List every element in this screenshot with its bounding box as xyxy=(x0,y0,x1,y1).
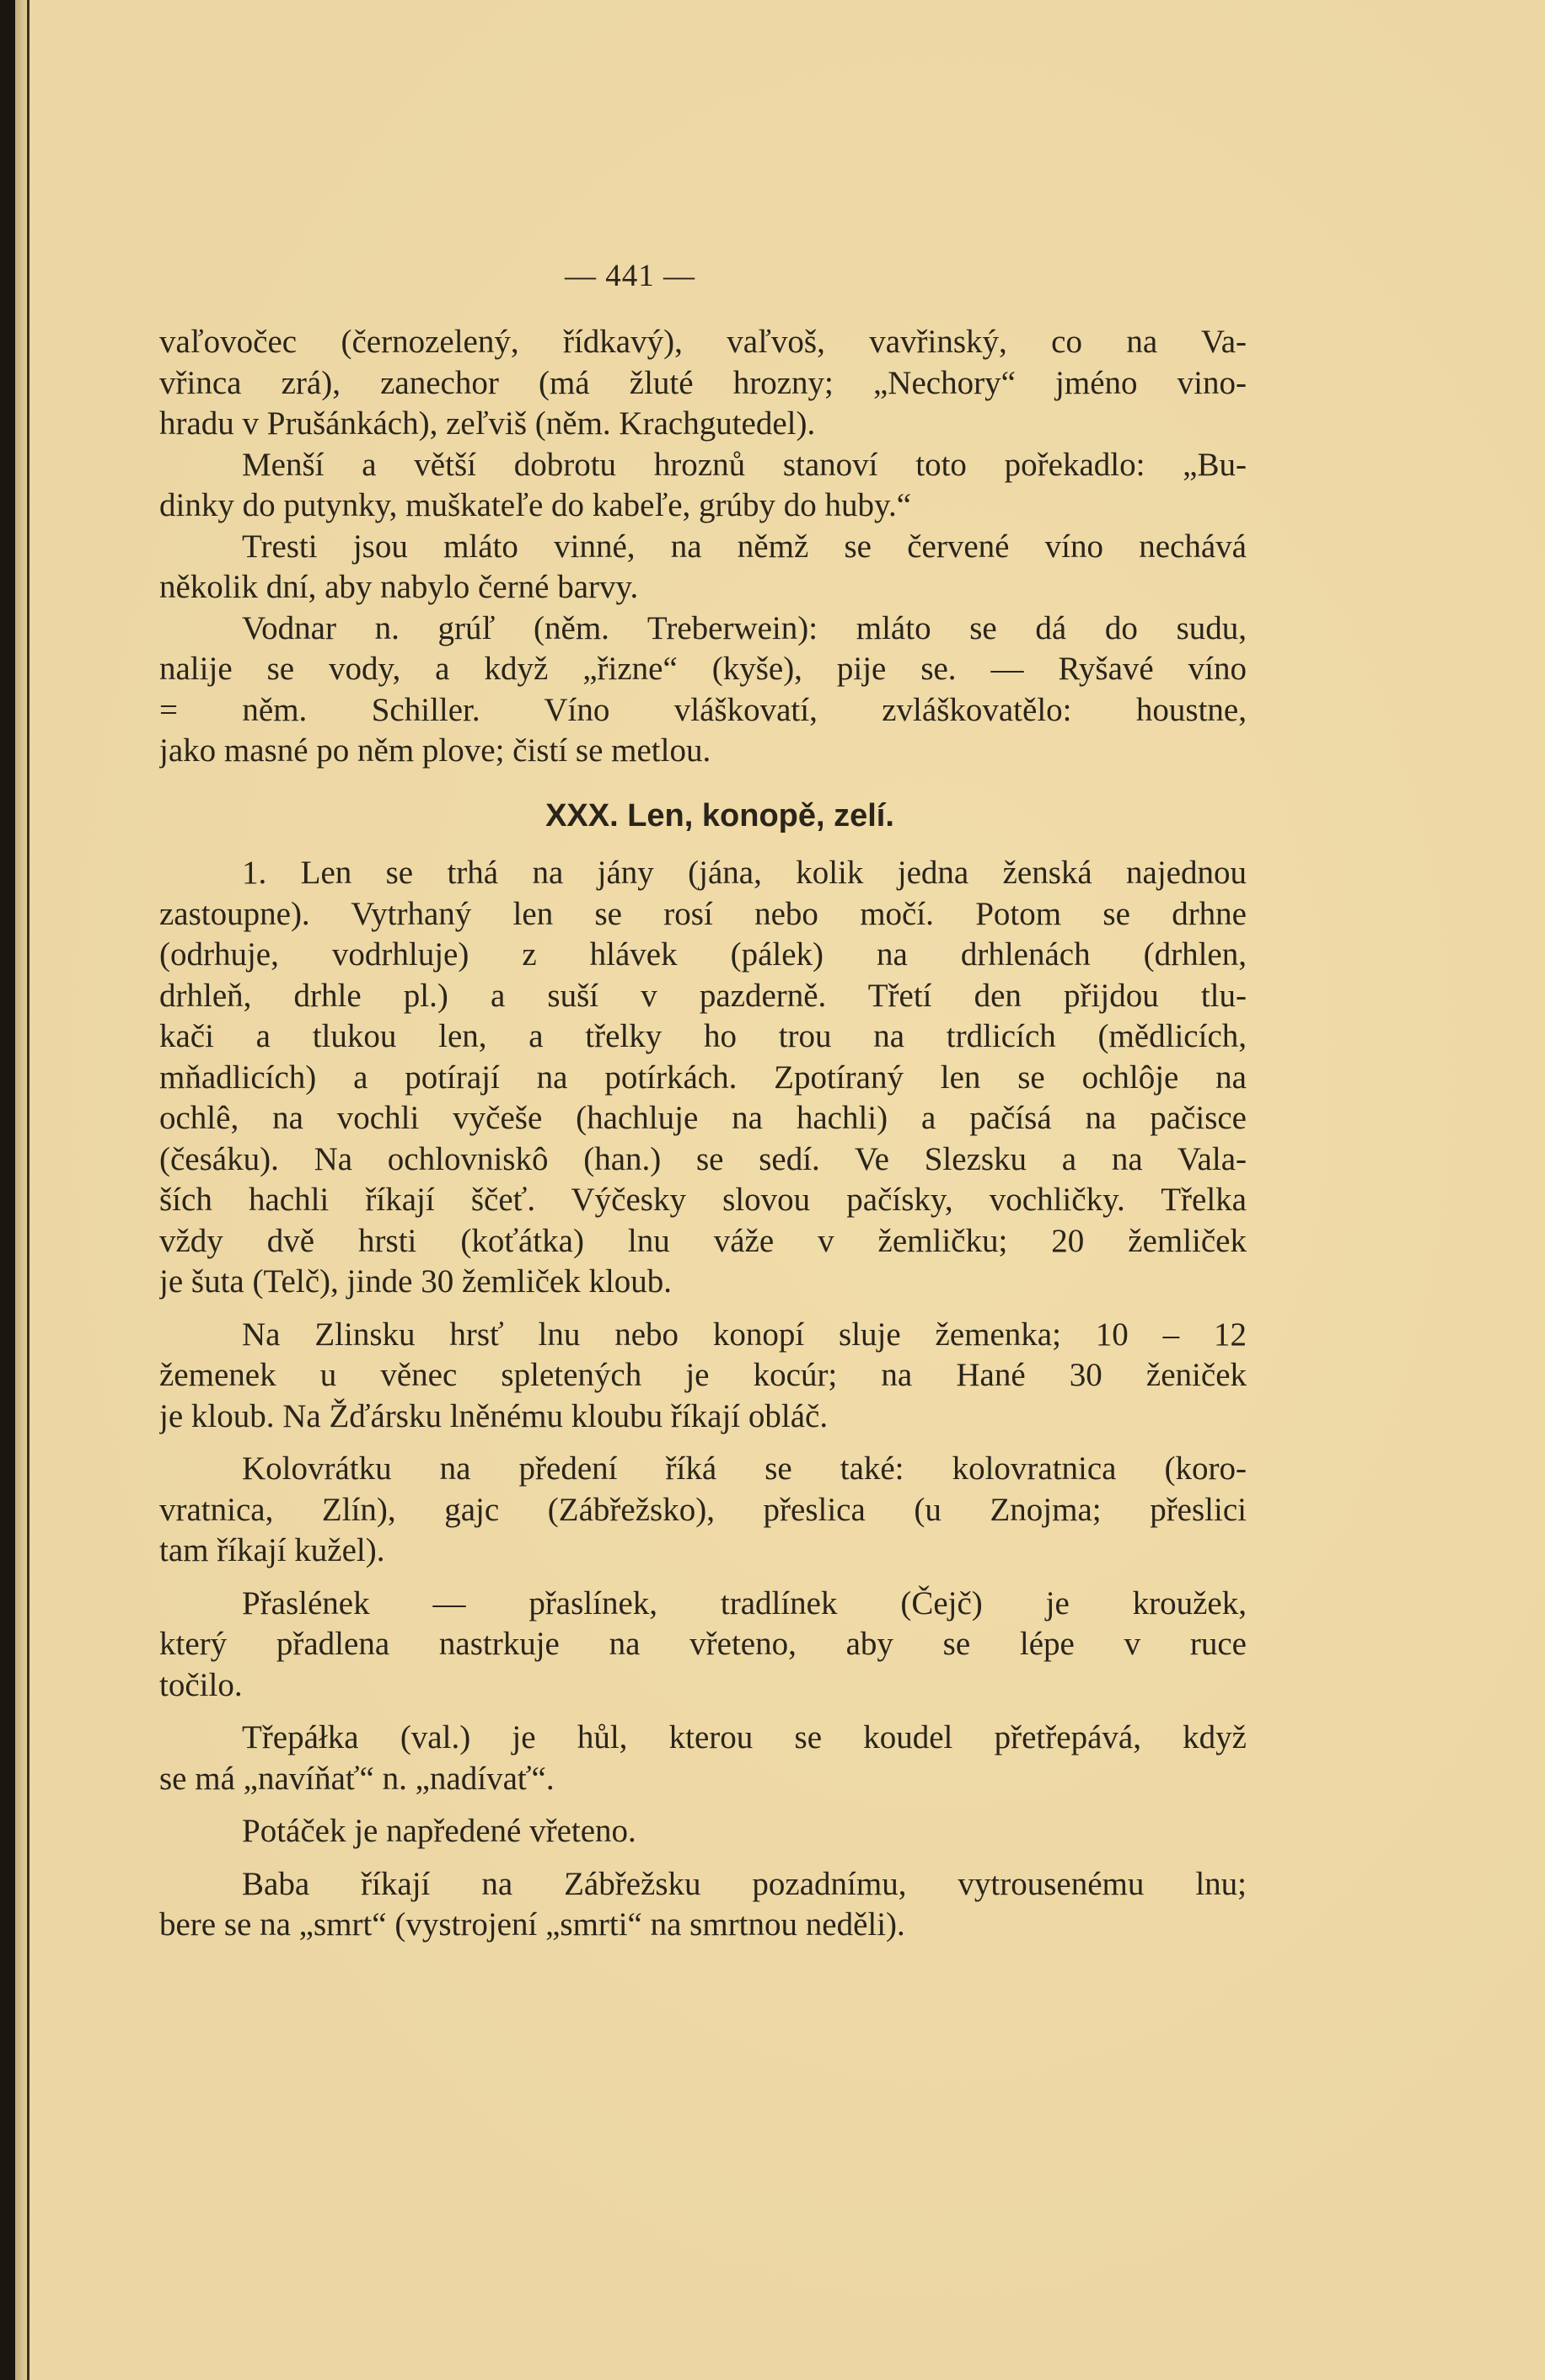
text-line: Přaslének — přaslínek, tradlínek (Čejč) je kroužek, xyxy=(242,1584,1247,1622)
text-line: točilo. xyxy=(159,1666,243,1703)
paragraph-block-zemenka xyxy=(159,1315,1247,1438)
text-line: ochlê, na vochli vyčeše (hachluje na hachli) a pačísá na pačisce xyxy=(159,1100,1247,1136)
text-line: Vodnar n. grúľ (něm. Treberwein): mláto se dá do sudu, xyxy=(242,609,1247,646)
page-number: — 441 — xyxy=(565,259,695,293)
paragraph-block-baba xyxy=(159,1864,1247,1946)
text-line: Kolovrátku na předení říká se také: kolovratnica (koro- xyxy=(242,1450,1247,1487)
section-heading: XXX. Len, konopě, zelí. xyxy=(545,797,894,834)
text-line: Na Zlinsku hrsť lnu nebo konopí sluje žemenka; 10 – 12 xyxy=(242,1316,1247,1353)
text-line: Třepáłka (val.) je hůl, kterou se koudel přetřepává, když xyxy=(242,1719,1247,1756)
text-line: který přadlena nastrkuje na vřeteno, aby se lépe v ruce xyxy=(159,1626,1247,1662)
text-line: několik dní, aby nabylo černé barvy. xyxy=(159,569,639,605)
text-line: zastoupne). Vytrhaný len se rosí nebo močí. Potom se drhne xyxy=(159,895,1247,932)
text-line: hradu v Prušánkách), zeľviš (něm. Krachgutedel). xyxy=(159,405,816,442)
text-line: vřinca zrá), zanechor (má žluté hrozny; „Nechory“ jméno vino- xyxy=(159,364,1247,401)
text-line: = něm. Schiller. Víno vláškovatí, zvláškovatělo: houstne, xyxy=(159,691,1247,728)
text-line: Tresti jsou mláto vinné, na němž se červené víno nechává xyxy=(242,528,1247,565)
text-line: kači a tlukou len, a třelky ho trou na trdlicích (mědlicích, xyxy=(159,1018,1247,1054)
paragraph-block-vine xyxy=(159,322,1247,772)
text-line: tam říkají kužel). xyxy=(159,1532,385,1568)
text-line: je šuta (Telč), jinde 30 žemliček kloub. xyxy=(159,1263,673,1300)
paragraph-block-trepalka xyxy=(159,1718,1247,1799)
text-line: nalije se vody, a když „řizne“ (kyše), pije se. — Ryšavé víno xyxy=(159,651,1247,687)
text-line: vaľovočec (černozelený, řídkavý), vaľvoš, vavřinský, co na Va- xyxy=(159,324,1247,360)
paragraph-block-praslenek xyxy=(159,1584,1247,1707)
text-line: dinky do putynky, muškateľe do kabeľe, grúby do huby.“ xyxy=(159,487,912,523)
text-line: se má „navíňať“ n. „nadívať“. xyxy=(159,1760,555,1797)
text-line: vždy dvě hrsti (koťátka) lnu váže v žemličku; 20 žemliček xyxy=(159,1222,1247,1259)
paragraph-block-len xyxy=(159,853,1247,1303)
text-line: (česáku). Na ochlovniskô (han.) se sedí. Ve Slezsku a na Vala- xyxy=(159,1140,1247,1177)
text-line: Potáček je napředené vřeteno. xyxy=(242,1813,636,1849)
text-line: mňadlicích) a potírají na potírkách. Zpotíraný len se ochlôje na xyxy=(159,1059,1247,1096)
book-spine-edge xyxy=(27,0,30,2380)
text-line: 1. Len se trhá na jány (jána, kolik jedna ženská najednou xyxy=(242,855,1247,891)
page-body xyxy=(159,322,1247,1946)
text-line: bere se na „smrt“ (vystrojení „smrti“ na smrtnou neděli). xyxy=(159,1906,905,1943)
text-line: jako masné po něm plove; čistí se metlou. xyxy=(159,732,711,769)
text-line: žemenek u věnec spletených je kocúr; na Hané 30 ženiček xyxy=(159,1357,1247,1393)
text-line: Baba říkají na Zábřežsku pozadnímu, vytrousenému lnu; xyxy=(242,1865,1247,1902)
text-line: drhleň, drhle pl.) a suší v pazderně. Třetí den přijdou tlu- xyxy=(159,977,1247,1014)
text-line: ších hachli říkají ščeť. Výčesky slovou pačísky, vochličky. Třelka xyxy=(159,1182,1247,1218)
text-line: vratnica, Zlín), gajc (Zábřežsko), přeslica (u Znojma; přeslici xyxy=(159,1491,1247,1528)
text-line: (odrhuje, vodrhluje) z hlávek (pálek) na drhlenách (drhlen, xyxy=(159,936,1247,973)
paragraph-block-kolovratek xyxy=(159,1449,1247,1572)
text-line: Menší a větší dobrotu hroznů stanoví toto pořekadlo: „Bu- xyxy=(242,446,1247,483)
paragraph-block-potacek xyxy=(159,1811,1247,1852)
text-line: je kloub. Na Žďársku lněnému kloubu říkají obláč. xyxy=(159,1397,829,1434)
